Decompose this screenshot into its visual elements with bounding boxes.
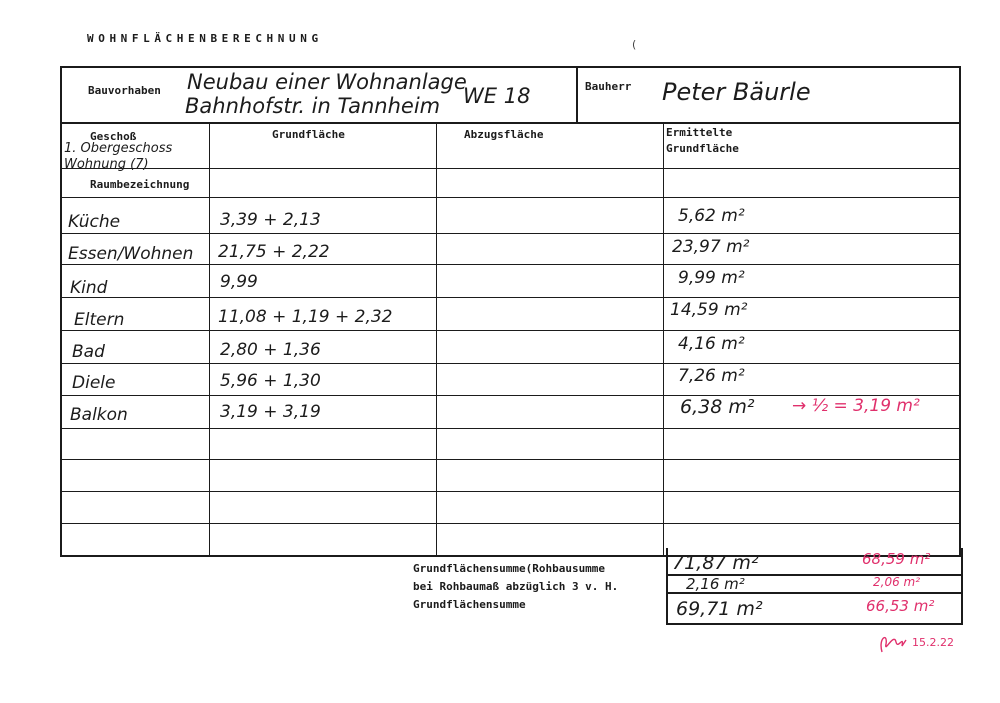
col-line [209,122,210,557]
deduction-value: 2,16 m² [686,575,745,593]
sum-correction: 68,59 m² [862,550,931,568]
bauherr-label: Bauherr [585,80,632,93]
raumbezeichnung-label: Raumbezeichnung [90,178,190,191]
geschoss-label: Geschoß [90,130,137,143]
balkon-correction: → ½ = 3,19 m² [792,396,920,416]
col-header-ermittelt: Ermittelte [666,126,733,139]
row-line [60,459,961,460]
room-calc: 3,19 + 3,19 [220,402,321,422]
geschoss-line1: 1. Obergeschoss [64,141,173,156]
room-result: 7,26 m² [678,366,745,386]
summary-left-border [666,548,668,625]
header-divider [60,122,961,124]
bauherr-name: Peter Bäurle [662,78,811,106]
col-line [436,122,437,557]
sum-value: 71,87 m² [672,552,759,574]
bauvorhaben-line2: Bahnhofstr. in Tannheim [185,94,441,118]
document-title: WOHNFLÄCHENBERECHNUNG [87,32,323,45]
row-line [60,233,961,234]
room-result: 9,99 m² [678,268,745,288]
deduction-correction: 2,06 m² [873,575,921,589]
summary-label-2: bei Rohbaumaß abzüglich 3 v. H. [413,580,619,593]
summary-label-3: Grundflächensumme [413,598,526,611]
row-line [60,523,961,524]
row-line [60,330,961,331]
room-name: Eltern [74,310,125,330]
summary-bottom [666,623,963,625]
top-mark: ( [632,38,637,51]
col-line [663,122,664,557]
bauvorhaben-label: Bauvorhaben [88,84,161,97]
total-value: 69,71 m² [676,598,763,620]
room-result: 23,97 m² [672,237,750,257]
bauvorhaben-line1: Neubau einer Wohnanlage [187,70,467,94]
signature-mark [876,628,912,658]
row-line [60,197,961,198]
row-line [60,297,961,298]
room-name: Kind [70,278,108,298]
room-name: Diele [72,373,116,393]
signature-date: 15.2.22 [912,636,954,649]
row-line [60,363,961,364]
room-name: Essen/Wohnen [68,244,194,264]
room-result: 6,38 m² [680,396,755,418]
geschoss-line2: Wohnung (7) [64,157,149,172]
summary-right-border [961,548,963,625]
room-calc: 5,96 + 1,30 [220,371,321,391]
room-calc: 2,80 + 1,36 [220,340,321,360]
row-line [60,428,961,429]
header-col-divider [576,66,578,123]
col-header-ermittelt-2: Grundfläche [666,142,739,155]
row-line [60,491,961,492]
room-result: 4,16 m² [678,334,745,354]
row-line [60,168,961,169]
col-header-abzug: Abzugsfläche [464,128,544,141]
row-line [60,264,961,265]
we-number: WE 18 [463,84,531,108]
room-name: Balkon [70,405,128,425]
summary-label-1: Grundflächensumme(Rohbausumme [413,562,606,575]
room-result: 14,59 m² [670,300,748,320]
room-calc: 11,08 + 1,19 + 2,32 [218,307,393,327]
col-header-grundflaeche: Grundfläche [272,128,345,141]
room-calc: 3,39 + 2,13 [220,210,321,230]
room-name: Küche [68,212,121,232]
total-correction: 66,53 m² [866,597,935,615]
room-calc: 9,99 [220,272,258,292]
room-calc: 21,75 + 2,22 [218,242,330,262]
room-name: Bad [72,342,105,362]
room-result: 5,62 m² [678,206,745,226]
